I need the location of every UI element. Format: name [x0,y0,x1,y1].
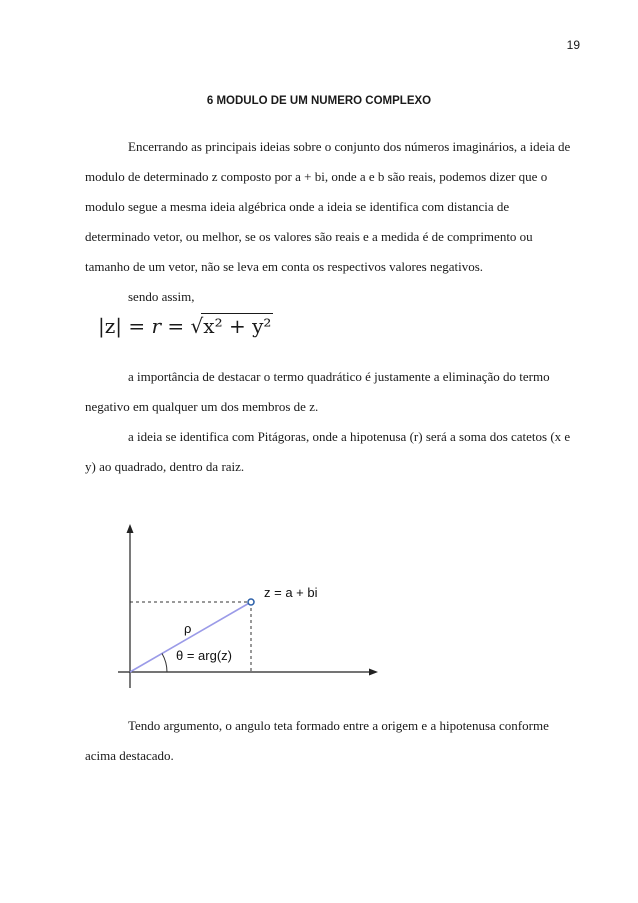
paragraph-line: Encerrando as principais ideias sobre o conjunto dos números imaginários, a ideia de [128,139,571,154]
diagram-background [110,520,390,700]
modulus-formula [98,313,273,338]
paragraph-line: a ideia se identifica com Pitágoras, onde a hipotenusa (r) será a soma dos catetos (x e [128,429,571,444]
rho-label: ρ [184,621,192,636]
paragraph-line: y) ao quadrado, dentro da raiz. [85,459,245,474]
paragraph-line: determinado vetor, ou melhor, se os valores são reais e a medida é de comprimento ou [85,229,533,244]
paragraph-line: a importância de destacar o termo quadrático é justamente a eliminação do termo [128,369,550,384]
page-number: 19 [566,38,580,52]
theta-label: θ = arg(z) [176,648,232,663]
paragraph-line: tamanho de um vetor, não se leva em conta os respectivos valores negativos. [85,259,484,274]
paragraph-line: modulo segue a mesma ideia algébrica onde a ideia se identifica com distancia de [85,199,510,214]
formula-equals: = [128,314,146,338]
formula-radicand: x² + y² [203,314,272,338]
complex-plane-diagram [110,520,390,700]
paragraph-line: acima destacado. [85,748,174,763]
formula-lhs: |z| [98,314,123,338]
sqrt-symbol: √ [190,314,204,338]
formula-equals: = [167,314,185,338]
sendo-assim-line: sendo assim, [128,289,195,304]
paragraph-line: modulo de determinado z composto por a + bi, onde a e b são reais, podemos dizer que o [85,169,548,184]
point-label: z = a + bi [264,585,318,600]
paragraph-line: negativo em qualquer um dos membros de z. [85,399,319,414]
complex-point [248,599,254,605]
formula-r: r [151,314,162,338]
section-heading: 6 MODULO DE UM NUMERO COMPLEXO [206,95,432,107]
paragraph-line: Tendo argumento, o angulo teta formado entre a origem e a hipotenusa conforme [128,718,549,733]
